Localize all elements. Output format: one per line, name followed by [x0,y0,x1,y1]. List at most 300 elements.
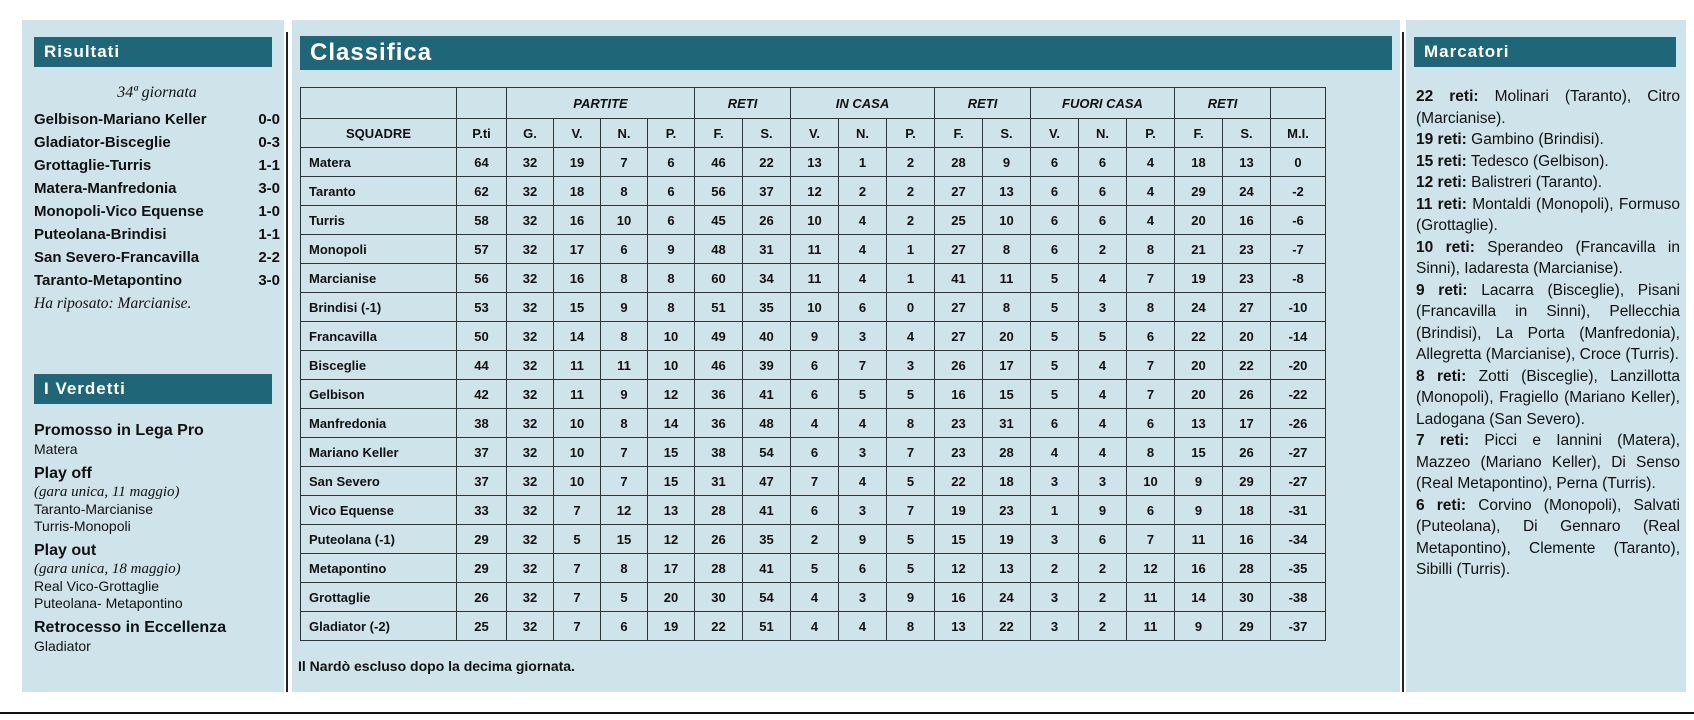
table-cell: 22 [1175,322,1223,351]
table-cell: 18 [983,467,1031,496]
playout-heading: Play out [34,542,97,559]
column-header: P. [887,119,935,148]
table-cell: 26 [1223,380,1271,409]
table-cell: 3 [1031,583,1079,612]
table-cell: 20 [648,583,695,612]
table-cell: 2 [1079,235,1127,264]
team-name: Grottaglie [301,583,457,612]
table-cell: 32 [507,438,554,467]
table-cell: 41 [743,380,791,409]
table-cell: 6 [648,177,695,206]
table-cell: 19 [648,612,695,641]
table-cell: 4 [791,583,839,612]
column-header: P. [648,119,695,148]
table-row [301,293,1326,322]
group-reti: RETI [695,88,791,119]
column-header: G. [507,119,554,148]
table-cell: 32 [507,351,554,380]
table-cell: 11 [1175,525,1223,554]
team-name: Gelbison [301,380,457,409]
table-cell: 7 [554,496,601,525]
table-cell: 18 [1175,148,1223,177]
table-cell: 9 [1079,496,1127,525]
table-cell: 10 [554,467,601,496]
table-cell: 15 [554,293,601,322]
table-cell: 6 [791,438,839,467]
table-cell: 56 [457,264,507,293]
table-cell: -27 [1271,467,1326,496]
table-cell: 32 [507,148,554,177]
table-cell: 6 [791,380,839,409]
table-cell: 2 [887,177,935,206]
classifica-header [300,36,1392,70]
table-cell: 2 [791,525,839,554]
table-cell: 12 [935,554,983,583]
table-cell: 6 [1079,206,1127,235]
table-cell: 6 [1127,496,1175,525]
team-name: Manfredonia [301,409,457,438]
table-cell: 4 [1127,148,1175,177]
table-cell: 29 [1175,177,1223,206]
playout-match-1: Real Vico-Grottaglie [34,578,160,594]
table-cell: 6 [1127,322,1175,351]
table-cell: 22 [1223,351,1271,380]
table-cell: 46 [695,351,743,380]
table-row [301,351,1326,380]
table-cell: 6 [1031,177,1079,206]
table-cell: -7 [1271,235,1326,264]
retrocesso-heading: Retrocesso in Eccellenza [34,619,227,636]
table-cell: 19 [1175,264,1223,293]
team-name: Francavilla [301,322,457,351]
table-cell: 4 [839,235,887,264]
scorer-entry [1416,280,1680,366]
table-cell: 14 [554,322,601,351]
table-cell: 3 [1079,293,1127,322]
table-cell: 9 [601,380,648,409]
verdetti-block [34,421,280,655]
table-cell: 20 [1175,206,1223,235]
scorer-goals: 19 reti: [1416,131,1467,148]
table-cell: 22 [983,612,1031,641]
column-divider-right [1402,32,1404,692]
team-name: Matera [301,148,457,177]
table-cell: 8 [1127,293,1175,322]
table-cell: 4 [1079,380,1127,409]
table-cell: 6 [1079,177,1127,206]
table-cell: 17 [983,351,1031,380]
table-row [301,525,1326,554]
table-cell: 42 [457,380,507,409]
risultati-block [34,84,280,313]
table-cell: 1 [887,235,935,264]
table-cell: 23 [1223,264,1271,293]
table-cell: 11 [791,235,839,264]
table-cell: 9 [1175,496,1223,525]
table-cell: 10 [554,438,601,467]
table-cell: 8 [648,264,695,293]
table-cell: 6 [791,351,839,380]
results-list [34,108,280,292]
team-name: Vico Equense [301,496,457,525]
table-cell: 15 [1175,438,1223,467]
column-header: V. [1031,119,1079,148]
table-cell: 2 [839,177,887,206]
scorer-goals: 10 reti: [1416,238,1475,256]
result-score: 0-3 [258,134,280,151]
table-cell: 6 [1031,409,1079,438]
table-row [301,409,1326,438]
result-row [34,246,280,269]
table-cell: 16 [1175,554,1223,583]
table-cell: -38 [1271,583,1326,612]
result-match: San Severo-Francavilla [34,249,200,266]
table-cell: 13 [1175,409,1223,438]
table-cell: 35 [743,293,791,322]
table-cell: -31 [1271,496,1326,525]
table-cell: 7 [887,496,935,525]
table-cell: -20 [1271,351,1326,380]
table-cell: 20 [1223,322,1271,351]
scorer-goals: 9 reti: [1416,281,1468,299]
riposo-note: Ha riposato: Marcianise. [34,295,192,312]
scorer-goals: 11 reti: [1416,195,1467,213]
table-cell: 53 [457,293,507,322]
scorer-entry [1416,430,1680,495]
result-row [34,200,280,223]
playoff-note: (gara unica, 11 maggio) [34,484,180,500]
table-cell: 11 [601,351,648,380]
table-cell: 5 [1079,322,1127,351]
table-cell: 32 [507,612,554,641]
table-cell: 5 [887,380,935,409]
team-name: Metapontino [301,554,457,583]
table-cell: 7 [1127,525,1175,554]
table-cell: -22 [1271,380,1326,409]
table-cell: 32 [507,206,554,235]
table-cell: 31 [695,467,743,496]
blank-header-cell [301,88,457,119]
table-cell: 5 [1031,293,1079,322]
table-cell: -6 [1271,206,1326,235]
verdetti-header [34,374,272,404]
scorers-list [1416,86,1680,581]
table-cell: 10 [1127,467,1175,496]
table-cell: 25 [935,206,983,235]
result-match: Puteolana-Brindisi [34,226,167,243]
table-cell: 17 [648,554,695,583]
table-cell: 9 [839,525,887,554]
table-row [301,148,1326,177]
table-cell: 27 [1223,293,1271,322]
table-cell: 9 [983,148,1031,177]
scorer-entry [1416,151,1680,173]
table-cell: 49 [695,322,743,351]
table-cell: 12 [1127,554,1175,583]
table-cell: -10 [1271,293,1326,322]
table-cell: 34 [743,264,791,293]
table-cell: 6 [1031,235,1079,264]
table-row [301,380,1326,409]
column-header: F. [695,119,743,148]
group-reti-casa: RETI [935,88,1031,119]
table-cell: 7 [887,438,935,467]
column-header: S. [983,119,1031,148]
table-cell: 7 [601,467,648,496]
table-cell: -35 [1271,554,1326,583]
table-cell: 8 [1127,235,1175,264]
table-cell: 5 [1031,380,1079,409]
table-cell: 18 [554,177,601,206]
table-cell: 11 [1127,612,1175,641]
column-header: S. [1223,119,1271,148]
table-cell: 9 [601,293,648,322]
table-cell: 4 [1127,177,1175,206]
result-row [34,177,280,200]
result-match: Taranto-Metapontino [34,272,183,289]
scorer-names: Picci e Iannini (Matera), Mazzeo (Mariano Keller), Di Senso (Real Metapontino), Perna (Turris). [1416,432,1680,492]
table-cell: 32 [507,235,554,264]
table-cell: 32 [507,409,554,438]
table-cell: 7 [1127,380,1175,409]
table-cell: 15 [983,380,1031,409]
result-score: 3-0 [258,180,280,197]
table-cell: 26 [743,206,791,235]
table-cell: 64 [457,148,507,177]
table-cell: 27 [935,322,983,351]
table-cell: 6 [839,554,887,583]
table-cell: 54 [743,438,791,467]
table-cell: 28 [935,148,983,177]
table-cell: 50 [457,322,507,351]
result-row [34,108,280,131]
result-match: Monopoli-Vico Equense [34,203,204,220]
table-row [301,264,1326,293]
table-cell: 14 [1175,583,1223,612]
table-cell: 23 [935,409,983,438]
table-cell: 13 [935,612,983,641]
scorer-goals: 15 reti: [1416,152,1467,170]
table-cell: 16 [554,264,601,293]
table-cell: 60 [695,264,743,293]
standings-table [300,87,1326,641]
table-cell: 1 [1031,496,1079,525]
scorer-entry [1416,129,1680,151]
table-cell: 4 [1079,264,1127,293]
marcatori-title: Marcatori [1424,42,1510,61]
table-cell: 7 [1127,264,1175,293]
table-cell: 37 [457,467,507,496]
table-cell: 20 [1175,380,1223,409]
scorer-entry [1416,194,1680,237]
table-cell: 7 [554,554,601,583]
table-cell: 7 [554,612,601,641]
table-cell: 7 [601,148,648,177]
team-name: San Severo [301,467,457,496]
table-cell: 8 [648,293,695,322]
team-name: Marcianise [301,264,457,293]
result-row [34,223,280,246]
result-row [34,269,280,292]
table-cell: 9 [887,583,935,612]
table-cell: -26 [1271,409,1326,438]
table-cell: 20 [983,322,1031,351]
table-cell: 51 [743,612,791,641]
column-header: F. [935,119,983,148]
table-cell: 54 [743,583,791,612]
table-cell: 48 [743,409,791,438]
table-cell: 36 [695,409,743,438]
table-cell: 24 [1175,293,1223,322]
table-row [301,496,1326,525]
table-cell: 8 [601,264,648,293]
table-cell: 29 [1223,612,1271,641]
table-cell: 33 [457,496,507,525]
table-row [301,612,1326,641]
table-cell: 19 [935,496,983,525]
scorer-names: Corvino (Monopoli), Salvati (Puteolana), Di Gennaro (Real Metapontino), Clemente (Taranto), Sibilli (Turris). [1416,496,1680,578]
table-cell: 6 [601,235,648,264]
table-cell: 41 [935,264,983,293]
column-header: N. [601,119,648,148]
table-cell: 5 [1031,351,1079,380]
scorer-entry [1416,172,1680,194]
result-match: Gelbison-Mariano Keller [34,111,207,128]
table-cell: 26 [1223,438,1271,467]
table-cell: 10 [791,206,839,235]
promosso-team: Matera [34,441,78,457]
table-cell: 8 [983,235,1031,264]
table-cell: 27 [935,177,983,206]
scorer-names: Zotti (Bisceglie), Lanzillotta (Monopoli), Fragiello (Mariano Keller), Ladogana (San Severo). [1416,367,1680,428]
table-cell: 10 [648,322,695,351]
promosso-heading: Promosso in Lega Pro [34,422,204,439]
table-row [301,554,1326,583]
table-cell: 8 [601,177,648,206]
scorer-names: Lacarra (Bisceglie), Pisani (Francavilla in Sinni), Pellecchia (Brindisi), La Porta (Manfredonia), Allegretta (Marcianise), Croce (Turris). [1416,281,1681,363]
table-cell: 41 [743,496,791,525]
table-cell: 35 [743,525,791,554]
table-cell: 10 [648,351,695,380]
scorer-names: Balistreri (Taranto). [1471,174,1603,191]
table-cell: 9 [1175,467,1223,496]
playout-match-2: Puteolana- Metapontino [34,595,183,611]
table-cell: 8 [601,409,648,438]
table-cell: 2 [887,206,935,235]
table-cell: 32 [507,467,554,496]
table-cell: 14 [648,409,695,438]
result-score: 2-2 [258,249,280,266]
table-cell: 38 [457,409,507,438]
table-cell: 4 [1079,409,1127,438]
playout-note: (gara unica, 18 maggio) [34,561,181,577]
result-row [34,131,280,154]
table-cell: 5 [1031,322,1079,351]
table-cell: 16 [935,583,983,612]
table-cell: 41 [743,554,791,583]
table-cell: 15 [935,525,983,554]
table-cell: 27 [935,235,983,264]
playoff-heading: Play off [34,465,92,482]
group-partite: PARTITE [507,88,695,119]
table-cell: 3 [1031,467,1079,496]
blank-header-cell [457,88,507,119]
table-row [301,206,1326,235]
table-cell: 13 [983,177,1031,206]
table-cell: 30 [695,583,743,612]
table-cell: 6 [791,496,839,525]
table-cell: 4 [1031,438,1079,467]
column-header: V. [554,119,601,148]
table-cell: 8 [983,293,1031,322]
table-row [301,467,1326,496]
team-name: Monopoli [301,235,457,264]
table-cell: 6 [1127,409,1175,438]
table-cell: 10 [791,293,839,322]
column-header: P. [1127,119,1175,148]
table-cell: 9 [791,322,839,351]
table-cell: 27 [935,293,983,322]
table-cell: 4 [1079,351,1127,380]
table-cell: 16 [554,206,601,235]
risultati-header [34,37,272,67]
table-cell: 18 [1223,496,1271,525]
table-cell: 8 [1127,438,1175,467]
result-match: Gladiator-Bisceglie [34,134,171,151]
table-cell: 32 [507,264,554,293]
table-cell: 17 [1223,409,1271,438]
table-row [301,235,1326,264]
table-cell: 26 [935,351,983,380]
team-name: Bisceglie [301,351,457,380]
scorer-names: Molinari (Taranto), Citro (Marcianise). [1416,88,1680,127]
table-cell: 3 [1031,612,1079,641]
table-cell: 12 [648,380,695,409]
result-score: 3-0 [258,272,280,289]
table-cell: 28 [1223,554,1271,583]
table-cell: 11 [554,351,601,380]
table-cell: 3 [887,351,935,380]
table-cell: 0 [887,293,935,322]
table-cell: -8 [1271,264,1326,293]
table-cell: 22 [695,612,743,641]
table-cell: 15 [648,467,695,496]
table-cell: 23 [935,438,983,467]
table-cell: 9 [1175,612,1223,641]
table-cell: 26 [695,525,743,554]
table-cell: 7 [791,467,839,496]
result-match: Matera-Manfredonia [34,180,177,197]
table-cell: 28 [983,438,1031,467]
table-cell: 11 [1127,583,1175,612]
table-cell: 7 [839,351,887,380]
table-cell: 4 [839,206,887,235]
scorer-names: Gambino (Brindisi). [1471,131,1604,148]
table-cell: 44 [457,351,507,380]
column-header: S. [743,119,791,148]
scorer-names: Tedesco (Gelbison). [1470,152,1609,170]
table-cell: 16 [1223,525,1271,554]
table-cell: 57 [457,235,507,264]
table-cell: 32 [507,293,554,322]
table-cell: 48 [695,235,743,264]
scorer-names: Sperandeo (Francavilla in Sinni), Iadaresta (Marcianise). [1416,238,1680,277]
table-cell: 2 [1031,554,1079,583]
table-row [301,177,1326,206]
table-cell: 19 [983,525,1031,554]
table-cell: 29 [457,554,507,583]
table-cell: 37 [457,438,507,467]
